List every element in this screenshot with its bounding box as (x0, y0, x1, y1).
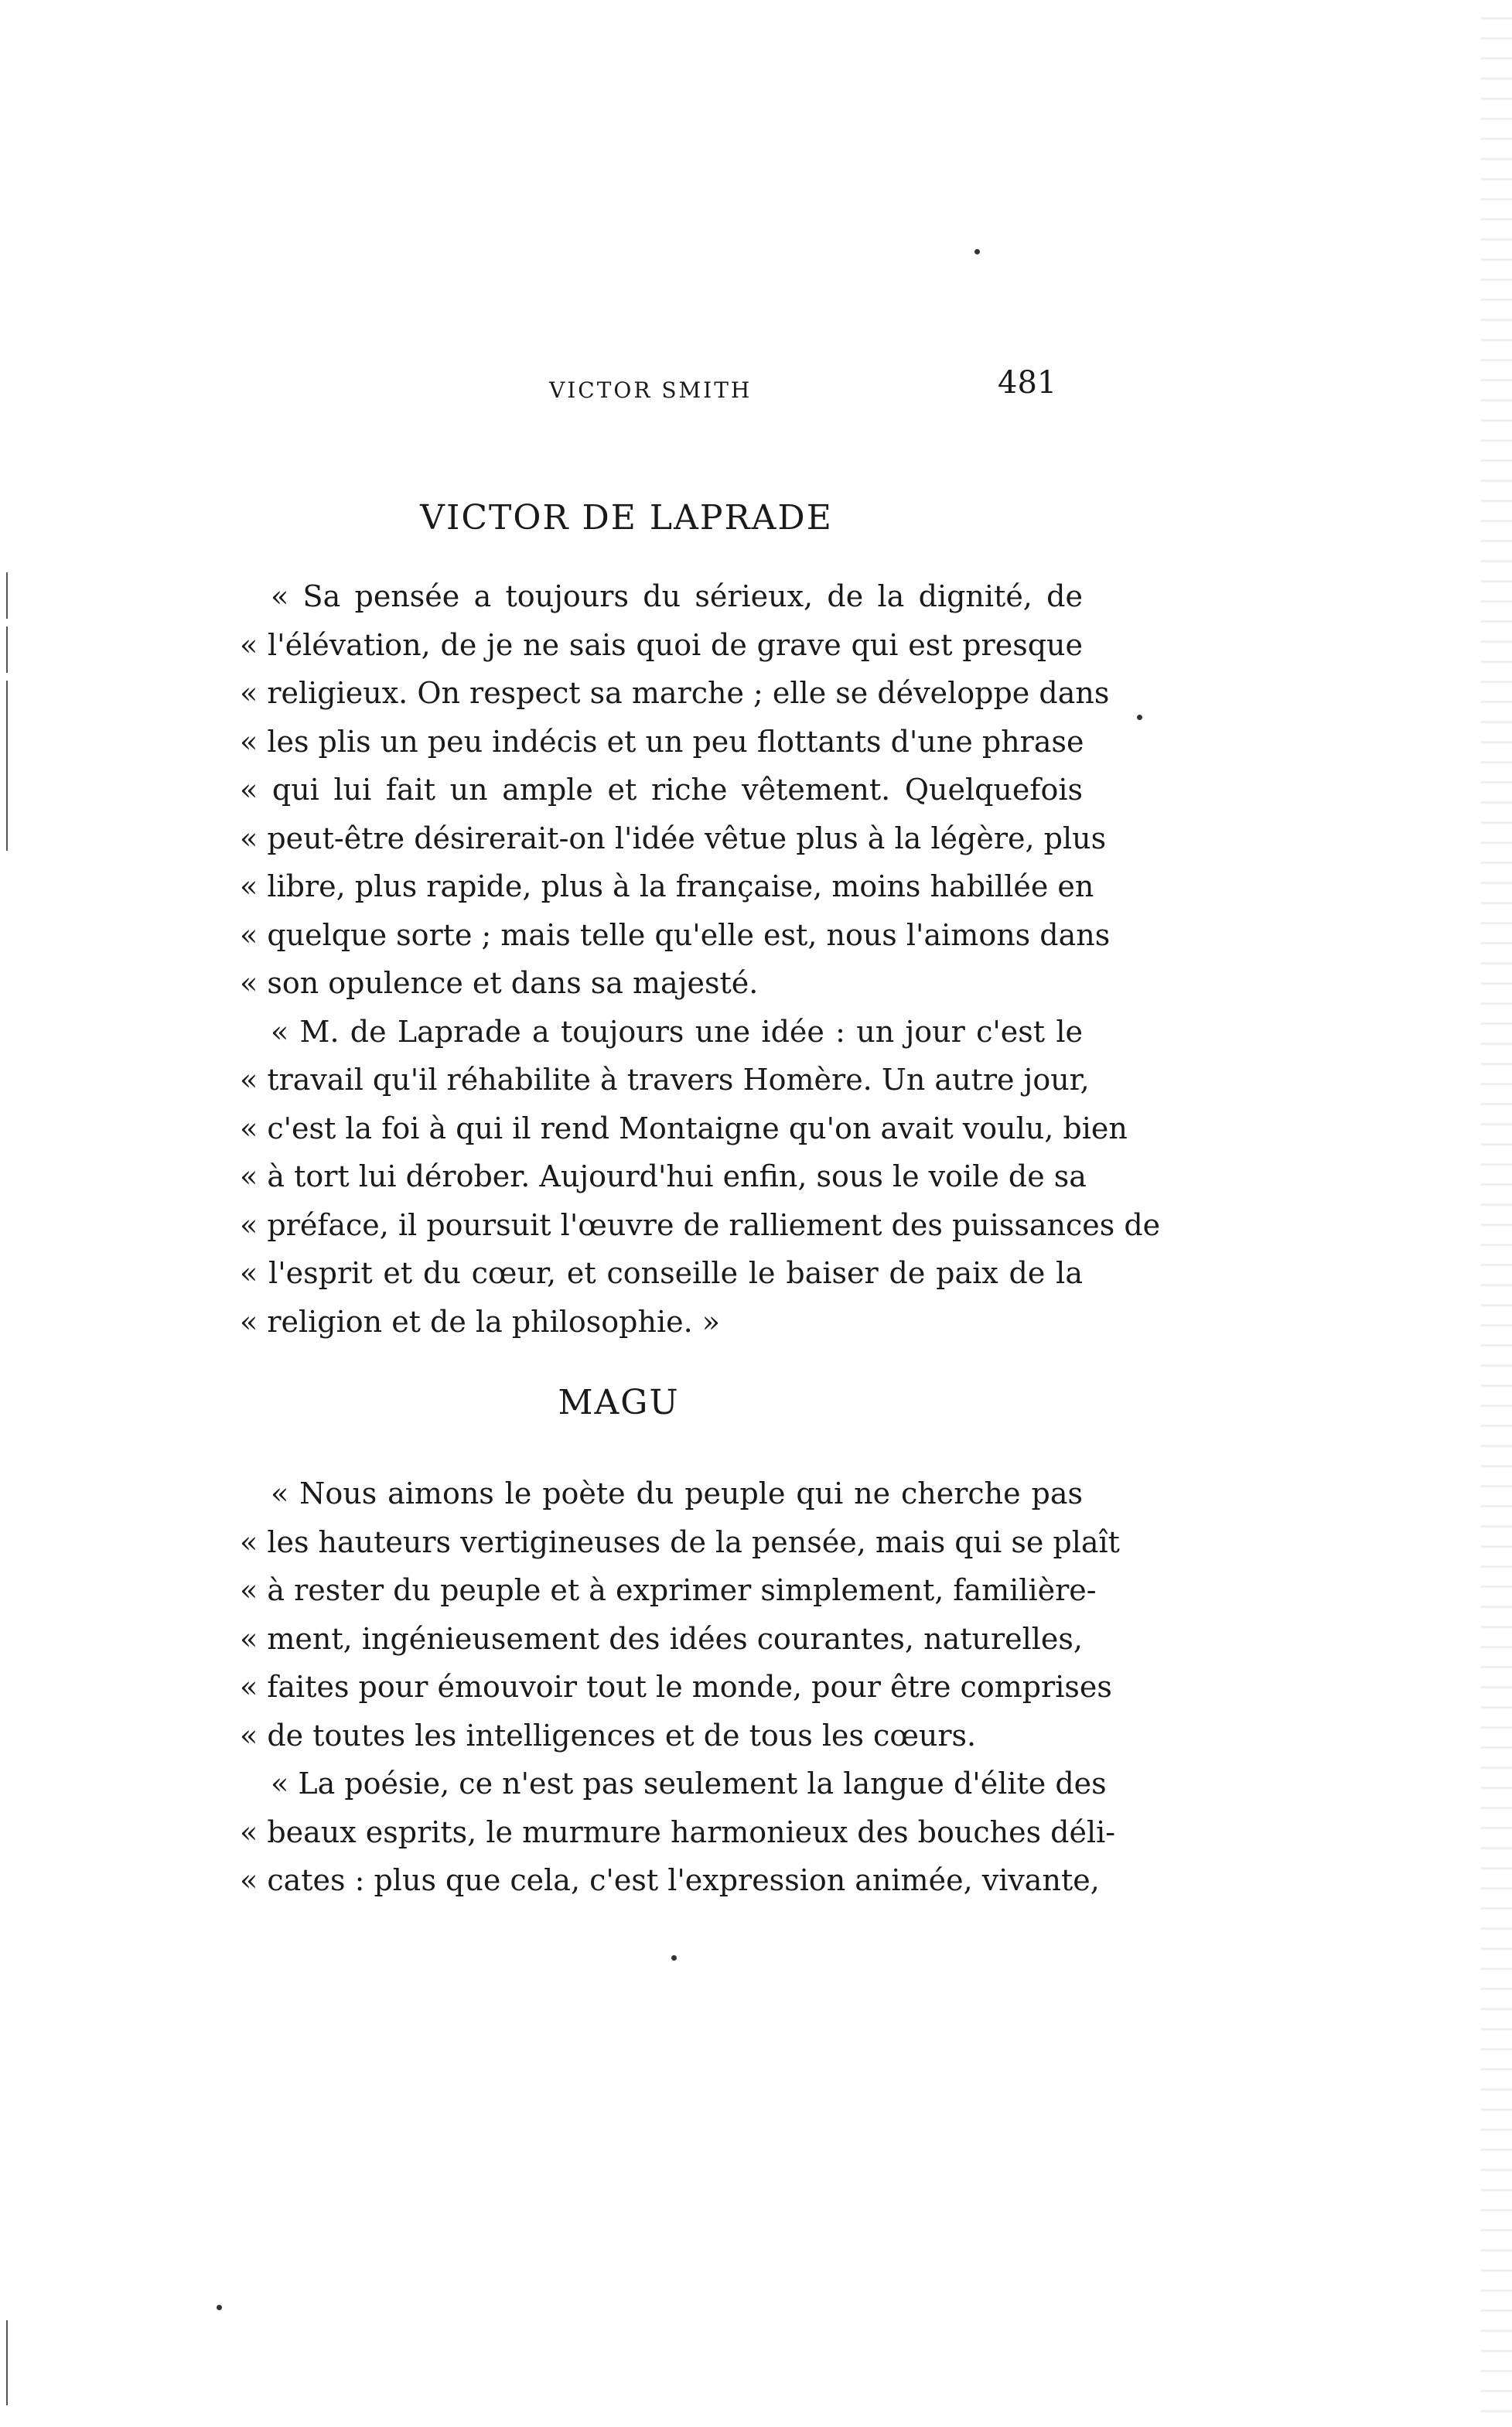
text-line: « religion et de la philosophie. » (240, 1304, 721, 1339)
scan-speck (217, 2305, 222, 2310)
text-line: « son opulence et dans sa majesté. (240, 966, 759, 1000)
text-line: « libre, plus rapide, plus à la française, moins habillée en (240, 869, 1094, 903)
page-number: 481 (998, 365, 1057, 401)
scan-speck (671, 1955, 677, 1961)
text-line: « à tort lui dérober. Aujourd'hui enfin, sous le voile de sa (240, 1159, 1087, 1193)
text-line: « de toutes les intelligences et de tous les cœurs. (240, 1718, 977, 1753)
text-line: « quelque sorte ; mais telle qu'elle est, nous l'aimons dans (240, 917, 1111, 952)
scan-edge-mark (6, 681, 8, 851)
text-line: « à rester du peuple et à exprimer simplement, familière- (240, 1573, 1097, 1607)
text-line: « beaux esprits, le murmure harmonieux des bouches déli- (240, 1814, 1116, 1849)
section-title-magu: MAGU (558, 1383, 680, 1422)
text-line: « ment, ingénieusement des idées courantes, naturelles, (240, 1621, 1083, 1656)
scan-edge-mark (6, 626, 8, 673)
text-line: « qui lui fait un ample et riche vêtement. Quelquefois (240, 773, 1083, 807)
text-line: « La poésie, ce n'est pas seulement la langue d'élite des (271, 1766, 1107, 1801)
scan-edge-mark (6, 2320, 8, 2405)
text-line: « c'est la foi à qui il rend Montaigne qu'on avait voulu, bien (240, 1111, 1128, 1145)
quote-block-magu (240, 1470, 1120, 1905)
section-title-laprade: VICTOR DE LAPRADE (420, 498, 833, 538)
scan-edge-mark (6, 572, 8, 619)
scan-right-edge (1481, 0, 1512, 2427)
text-line: « M. de Laprade a toujours une idée : un jour c'est le (271, 1014, 1083, 1049)
text-line: « les hauteurs vertigineuses de la pensée, mais qui se plaît (240, 1524, 1120, 1559)
scan-speck (974, 249, 980, 254)
text-line: « peut-être désirerait-on l'idée vêtue plus à la légère, plus (240, 821, 1107, 855)
text-line: « les plis un peu indécis et un peu flottants d'une phrase (240, 724, 1084, 759)
text-line: « Nous aimons le poète du peuple qui ne cherche pas (271, 1476, 1083, 1510)
text-line: « religieux. On respect sa marche ; elle se développe dans (240, 676, 1110, 710)
text-line: « faites pour émouvoir tout le monde, pour être comprises (240, 1670, 1112, 1704)
quote-block-laprade (240, 572, 1161, 1346)
scan-speck (1137, 715, 1142, 720)
text-line: « cates : plus que cela, c'est l'expression animée, vivante, (240, 1863, 1100, 1897)
text-line: « préface, il poursuit l'œuvre de ralliement des puissances de (240, 1207, 1161, 1242)
text-line: « l'esprit et du cœur, et conseille le baiser de paix de la (240, 1256, 1083, 1290)
text-line: « Sa pensée a toujours du sérieux, de la dignité, de (271, 579, 1083, 613)
text-line: « l'élévation, de je ne sais quoi de grave qui est presque (240, 627, 1083, 662)
text-line: « travail qu'il réhabilite à travers Homère. Un autre jour, (240, 1063, 1090, 1097)
running-head: VICTOR SMITH (549, 377, 753, 403)
